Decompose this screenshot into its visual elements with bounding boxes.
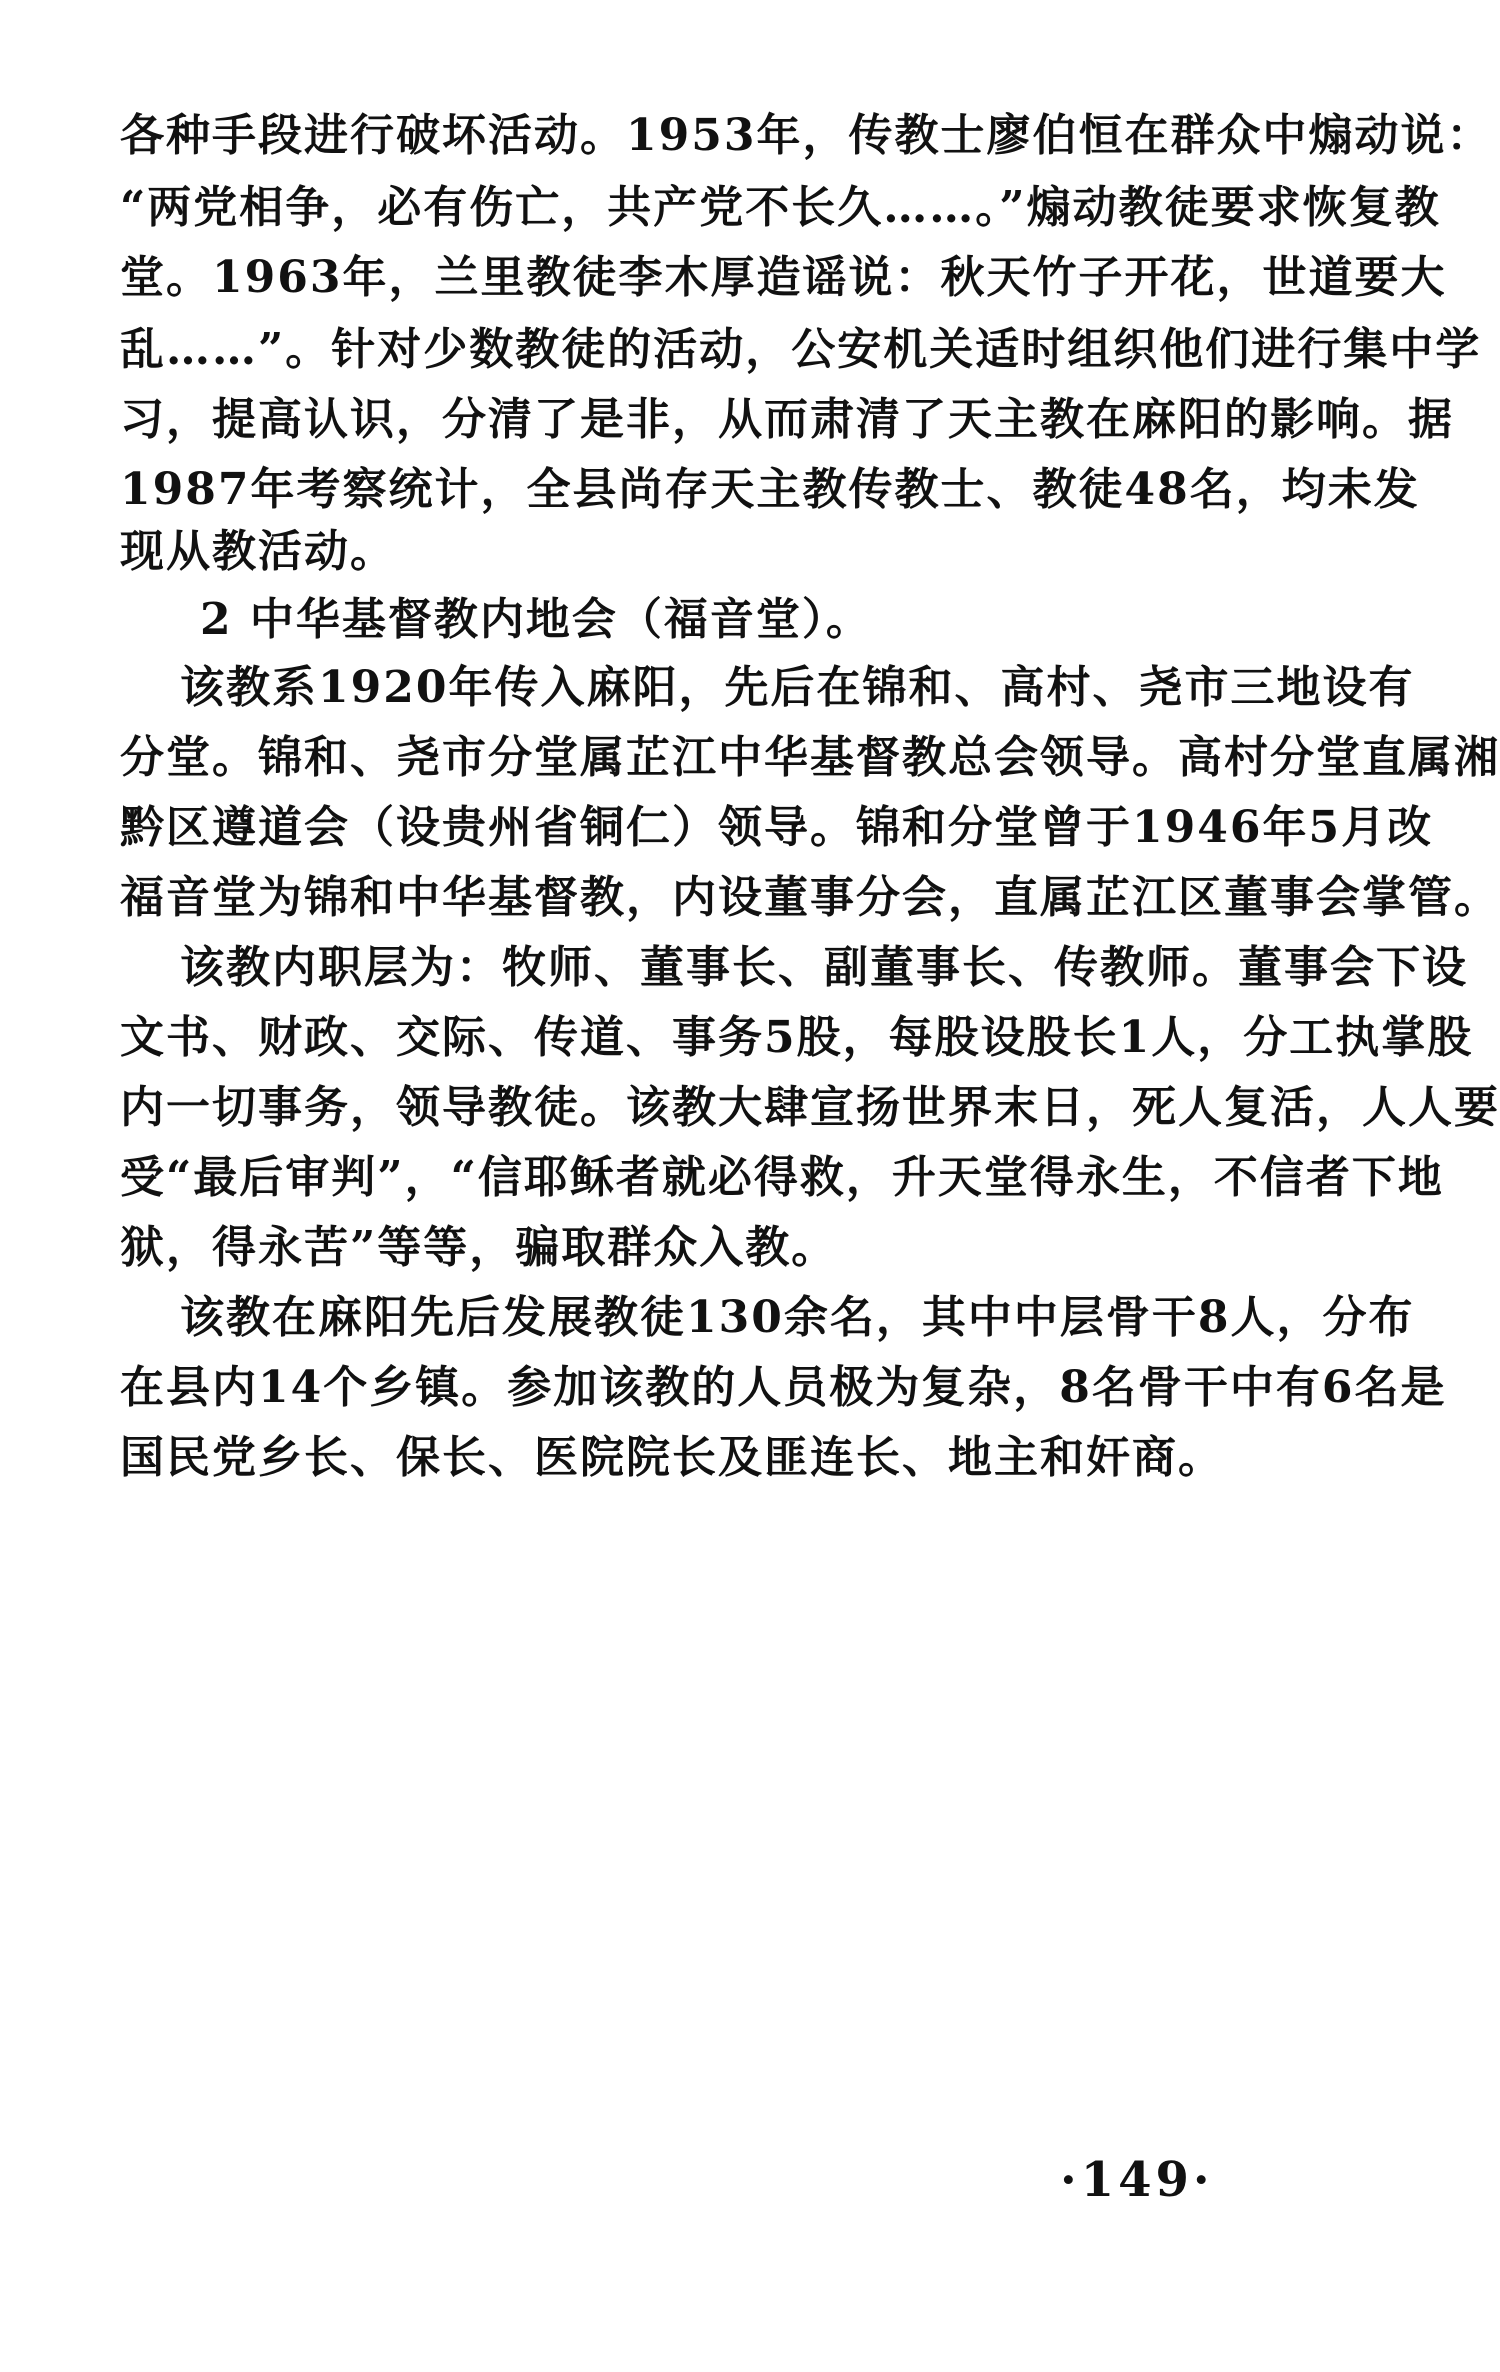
paragraph-line: 该教系1920年传入麻阳，先后在锦和、高村、尧市三地设有 xyxy=(180,662,1415,713)
paragraph-line: 内一切事务，领导教徒。该教大肆宣扬世界末日，死人复活，人人要 xyxy=(120,1082,1500,1133)
paragraph-line: 黔区遵道会（设贵州省铜仁）领导。锦和分堂曾于1946年5月改 xyxy=(120,802,1434,853)
paragraph-line: “两党相争，必有伤亡，共产党不长久……。”煽动教徒要求恢复教 xyxy=(120,182,1441,233)
paragraph-line: 该教内职层为：牧师、董事长、副董事长、传教师。董事会下设 xyxy=(180,942,1468,993)
paragraph-line: 福音堂为锦和中华基督教，内设董事分会，直属芷江区董事会掌管。 xyxy=(120,872,1500,923)
page-number: ·149· xyxy=(1060,2152,1214,2208)
paragraph-line: 分堂。锦和、尧市分堂属芷江中华基督教总会领导。高村分堂直属湘 xyxy=(120,732,1500,783)
paragraph-line: 受“最后审判”，“信耶稣者就必得救，升天堂得永生，不信者下地 xyxy=(120,1152,1444,1203)
paragraph-line: 习，提高认识，分清了是非，从而肃清了天主教在麻阳的影响。据 xyxy=(120,394,1454,445)
paragraph-line: 在县内14个乡镇。参加该教的人员极为复杂，8名骨干中有6名是 xyxy=(120,1362,1447,1413)
paragraph-line: 国民党乡长、保长、医院院长及匪连长、地主和奸商。 xyxy=(120,1432,1224,1483)
paragraph-line: 1987年考察统计，全县尚存天主教传教士、教徒48名，均未发 xyxy=(120,464,1420,515)
paragraph-line: 乱……”。针对少数教徒的活动，公安机关适时组织他们进行集中学 xyxy=(120,324,1482,375)
paragraph-line: 现从教活动。 xyxy=(120,526,396,577)
paragraph-line: 该教在麻阳先后发展教徒130余名，其中中层骨干8人，分布 xyxy=(180,1292,1415,1343)
paragraph-line: 各种手段进行破坏活动。1953年，传教士廖伯恒在群众中煽动说： xyxy=(120,110,1493,161)
section-heading: 2 中华基督教内地会（福音堂）。 xyxy=(200,594,872,645)
paragraph-line: 堂。1963年，兰里教徒李木厚造谣说：秋天竹子开花，世道要大 xyxy=(120,252,1447,303)
paragraph-line: 狱，得永苦”等等，骗取群众入教。 xyxy=(120,1222,838,1273)
paragraph-line: 文书、财政、交际、传道、事务5股，每股设股长1人，分工执掌股 xyxy=(120,1012,1474,1063)
